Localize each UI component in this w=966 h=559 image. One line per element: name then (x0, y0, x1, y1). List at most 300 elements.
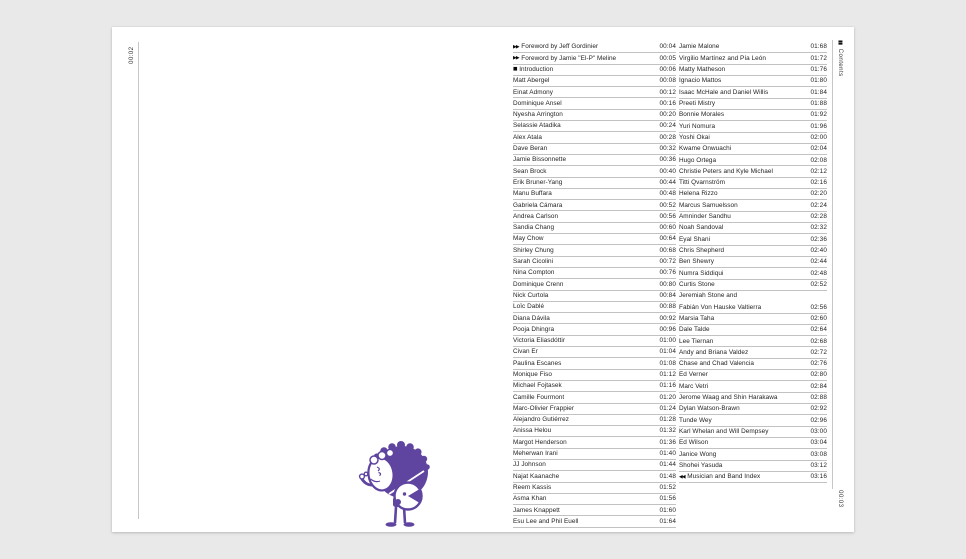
entry-name (513, 372, 552, 378)
toc-column-left (513, 42, 676, 528)
toc-entry (679, 427, 827, 438)
entry-time: 01:76 (810, 66, 827, 74)
entry-name-text: Dale Talde (679, 326, 710, 334)
toc-entry (513, 324, 676, 335)
toc-entry (679, 280, 827, 291)
toc-entry (513, 166, 676, 177)
entry-time: 00:48 (659, 190, 676, 198)
entry-name (679, 372, 708, 378)
entry-time: 00:44 (659, 178, 676, 186)
entry-time: 01:88 (810, 99, 827, 107)
entry-name (679, 406, 740, 412)
entry-time: 02:00 (810, 133, 827, 141)
entry-name (513, 428, 551, 434)
entry-name (513, 123, 561, 129)
entry-name-text: Matty Matheson (679, 66, 726, 74)
entry-name (513, 395, 564, 401)
entry-name (513, 338, 565, 344)
entry-name-text: Tunde Wey (679, 416, 712, 424)
entry-time: 02:68 (810, 337, 827, 345)
entry-name-text: Civan Er (513, 348, 538, 356)
entry-name (679, 282, 715, 288)
entry-name-text: Jerome Waag and Shin Harakawa (679, 394, 778, 402)
entry-name-text: Janice Wong (679, 450, 717, 458)
entry-time: 02:88 (810, 394, 827, 402)
entry-name (679, 418, 712, 424)
left-margin-rule (138, 42, 139, 519)
entry-name (513, 146, 547, 152)
entry-name (679, 146, 731, 152)
book-spread (112, 27, 854, 532)
left-folio-text: 00:02 (128, 46, 135, 64)
entry-name-text: Alejandro Gutiérrez (513, 416, 570, 424)
entry-name-text: Preeti Mistry (679, 99, 716, 107)
entry-time: 00:28 (659, 133, 676, 141)
toc-entry (679, 246, 827, 257)
toc-entry (513, 426, 676, 437)
entry-time: 00:92 (659, 314, 676, 322)
entry-name-text: Marc-Olivier Frappier (513, 404, 575, 412)
entry-name-text: Diana Dávila (513, 314, 550, 322)
entry-name (679, 237, 710, 243)
entry-time: 00:20 (659, 111, 676, 119)
entry-time: 01:36 (659, 438, 676, 446)
entry-name-text: Ben Shewry (679, 258, 714, 266)
entry-name (513, 304, 544, 310)
entry-name (679, 293, 737, 299)
toc-entry (679, 42, 827, 53)
toc-entry (513, 76, 676, 87)
entry-name-text: Isaac McHale and Daniel Willis (679, 88, 769, 96)
toc-entry (513, 268, 676, 279)
entry-name (513, 519, 578, 525)
entry-time: 00:64 (659, 235, 676, 243)
entry-time: 02:28 (810, 213, 827, 221)
entry-name (679, 180, 725, 186)
entry-time: 03:00 (810, 428, 827, 436)
entry-time: 02:16 (810, 179, 827, 187)
entry-name-text: Erik Bruner-Yang (513, 178, 563, 186)
entry-name-text: Curtis Stone (679, 280, 715, 288)
entry-name-text: Chris Shepherd (679, 247, 725, 255)
toc-entry (679, 393, 827, 404)
toc-entry (513, 245, 676, 256)
toc-entry (513, 200, 676, 211)
toc-entry (513, 211, 676, 222)
entry-name (513, 169, 547, 175)
entry-name-text: Ed Verner (679, 371, 708, 379)
toc-entry (679, 415, 827, 426)
toc-entry (679, 189, 827, 200)
entry-name (679, 361, 754, 367)
toc-entry (513, 494, 676, 505)
entry-name-text: Foreword by Jamie "El-P" Meline (521, 54, 617, 62)
entry-name-text: Chase and Chad Valencia (679, 360, 754, 368)
entry-time: 02:32 (810, 224, 827, 232)
entry-name-text: Anissa Helou (513, 427, 552, 435)
entry-name-text: Ignacio Mattos (679, 77, 722, 85)
entry-time: 00:12 (659, 88, 676, 96)
entry-time: 00:40 (659, 167, 676, 175)
entry-name (513, 67, 553, 73)
entry-time: 02:92 (810, 405, 827, 413)
entry-time: 03:12 (810, 461, 827, 469)
entry-name-text: Loïc Dablé (513, 303, 545, 311)
entry-time: 01:16 (659, 382, 676, 390)
entry-name-text: Reem Kassis (513, 483, 552, 491)
entry-name (513, 474, 559, 480)
entry-name-text: Noah Sandoval (679, 224, 724, 232)
entry-time: 00:60 (659, 224, 676, 232)
fast-forward-icon: ▶▶ (513, 44, 519, 50)
entry-name-text: Ed Wilson (679, 439, 709, 447)
entry-name-text: Pooja Dhingra (513, 325, 555, 333)
toc-entry (513, 87, 676, 98)
entry-name-text: Esu Lee and Phil Euell (513, 517, 579, 525)
entry-name-text: Nina Compton (513, 269, 555, 277)
toc-entry (513, 42, 676, 53)
entry-name-text: Matt Abergel (513, 77, 550, 85)
entry-name-text: Sandia Chang (513, 224, 555, 232)
entry-name-text: Monique Fiso (513, 371, 552, 378)
toc-entry (679, 291, 827, 302)
toc-entry (513, 223, 676, 234)
entry-name-text: Marc Vetri (679, 382, 709, 390)
entry-name (513, 56, 616, 62)
entry-time: 02:72 (810, 348, 827, 356)
toc-entry (679, 325, 827, 336)
toc-entry (679, 87, 827, 98)
entry-name (513, 225, 554, 231)
entry-time: 02:48 (810, 269, 827, 277)
entry-time: 01:68 (810, 43, 827, 51)
toc-entry (679, 121, 827, 132)
entry-name-text: Foreword by Jeff Gordinier (521, 43, 599, 51)
character-illustration (357, 435, 435, 530)
entry-name (513, 496, 547, 502)
contents-label-text: Contents (837, 48, 845, 77)
entry-name-text: Shirley Chung (513, 246, 554, 254)
entry-name (679, 124, 715, 130)
entry-name-text: Andy and Briana Valdez (679, 348, 749, 356)
toc-entry (513, 358, 676, 369)
rewind-icon: ◀◀ (679, 474, 685, 480)
toc-entry (513, 178, 676, 189)
entry-time: 00:06 (659, 65, 676, 73)
entry-time: 01:60 (659, 506, 676, 514)
entry-name (679, 440, 708, 446)
entry-name (679, 169, 773, 175)
entry-name-text: Yoshi Okai (679, 133, 710, 141)
toc-entry (679, 381, 827, 392)
entry-name (513, 180, 562, 186)
pause-icon: ▮▮ (837, 40, 844, 45)
toc-entry (513, 279, 676, 290)
entry-name (513, 440, 567, 446)
entry-name (679, 191, 718, 197)
toc-entry (679, 212, 827, 223)
entry-name (679, 474, 760, 480)
entry-name (513, 101, 562, 107)
entry-name-text: Nyesha Arrington (513, 111, 563, 119)
toc-entry (679, 144, 827, 155)
entry-name-text: Nick Curtola (513, 291, 549, 299)
entry-time: 02:64 (810, 326, 827, 334)
toc-entry (513, 516, 676, 527)
toc-entry (679, 314, 827, 325)
entry-name (679, 135, 710, 141)
entry-time: 02:52 (810, 280, 827, 288)
contents-label (837, 40, 843, 130)
entry-name-text: Amninder Sandhu (679, 213, 731, 221)
entry-time: 00:72 (659, 258, 676, 266)
toc-entry (679, 449, 827, 460)
toc-entry (513, 449, 676, 460)
entry-time: 00:88 (659, 303, 676, 311)
toc-entry (513, 370, 676, 381)
toc-entry (513, 155, 676, 166)
entry-time: 02:80 (810, 371, 827, 379)
entry-name (679, 158, 716, 164)
entry-time: 00:56 (659, 212, 676, 220)
entry-name (679, 463, 722, 469)
entry-name (513, 90, 553, 96)
entry-name (513, 316, 550, 322)
entry-time: 02:60 (810, 314, 827, 322)
toc-entry (513, 132, 676, 143)
entry-name-text: Dominique Ansel (513, 99, 562, 107)
entry-name-text: Shohei Yasuda (679, 461, 723, 469)
toc-entry (679, 76, 827, 87)
toc-entry (679, 472, 827, 483)
entry-time: 01:12 (659, 371, 676, 378)
entry-time: 00:84 (659, 291, 676, 299)
entry-name-text: Fabián Von Hauske Valtierra (679, 303, 762, 311)
toc-entry (679, 223, 827, 234)
toc-entry (513, 189, 676, 200)
entry-name (513, 451, 558, 457)
entry-time: 01:40 (659, 450, 676, 458)
entry-time: 01:56 (659, 495, 676, 503)
entry-name (679, 203, 738, 209)
entry-name-text: Virgilio Martínez and Pía León (679, 54, 766, 62)
entry-name-text: Asma Khan (513, 495, 547, 503)
toc-entry (513, 65, 676, 76)
entry-name (513, 259, 553, 265)
toc-entry (513, 347, 676, 358)
toc-entry (513, 313, 676, 324)
entry-name-text: Sarah Cicolini (513, 258, 554, 266)
stop-icon: ■ (513, 67, 517, 73)
entry-time: 01:84 (810, 88, 827, 96)
entry-name (679, 44, 719, 50)
entry-name (679, 78, 721, 84)
entry-time: 00:36 (659, 156, 676, 164)
toc-entry (513, 392, 676, 403)
entry-time: 00:80 (659, 280, 676, 288)
entry-time: 01:64 (659, 517, 676, 525)
toc-entry (513, 110, 676, 121)
entry-name (513, 135, 542, 141)
entry-time: 02:56 (810, 303, 827, 311)
entry-name-text: Victoria Eliasdóttir (513, 337, 566, 345)
toc-entry (513, 460, 676, 471)
entry-name-text: James Knappett (513, 506, 560, 514)
left-page-folio (129, 30, 135, 64)
entry-time: 01:32 (659, 427, 676, 435)
entry-name (513, 406, 574, 412)
entry-name (513, 270, 554, 276)
entry-name-text: Helena Rizzo (679, 190, 718, 198)
entry-name-text: Margot Henderson (513, 438, 567, 446)
entry-name (513, 417, 569, 423)
toc-entry (513, 505, 676, 516)
entry-time: 02:76 (810, 360, 827, 368)
toc-entry (679, 257, 827, 268)
entry-name-text: Paulina Escanes (513, 359, 562, 367)
entry-time: 01:80 (810, 77, 827, 85)
entry-name-text: Sean Brock (513, 167, 547, 175)
toc-entry (679, 155, 827, 166)
entry-time: 00:76 (659, 269, 676, 277)
entry-name-text: Najat Kaanache (513, 472, 560, 480)
entry-name (679, 452, 716, 458)
entry-name (513, 78, 549, 84)
entry-name (513, 44, 598, 50)
entry-time: 00:08 (659, 77, 676, 85)
entry-name-text: Bonnie Morales (679, 111, 725, 119)
entry-name (679, 214, 731, 220)
entry-name (679, 56, 766, 62)
entry-time: 00:04 (659, 43, 676, 51)
entry-time: 02:08 (810, 156, 827, 164)
toc-entry (679, 110, 827, 121)
entry-time: 02:96 (810, 416, 827, 424)
entry-name (679, 248, 724, 254)
entry-name (513, 485, 551, 491)
entry-name (679, 90, 768, 96)
entry-name-text: May Chow (513, 235, 544, 243)
entry-time: 03:16 (810, 473, 827, 481)
entry-name (513, 349, 538, 355)
entry-name (679, 384, 708, 390)
toc-entry (513, 121, 676, 132)
entry-time: 01:28 (659, 416, 676, 424)
entry-time: 00:24 (659, 122, 676, 130)
entry-time: 01:04 (659, 348, 676, 356)
entry-time: 01:92 (810, 111, 827, 119)
entry-name-text: Jamie Malone (679, 43, 720, 51)
entry-time: 02:44 (810, 258, 827, 266)
right-folio-text: 00:03 (837, 490, 845, 508)
entry-name-text: Yuri Nomura (679, 122, 716, 130)
toc-entry (679, 65, 827, 76)
entry-name-text: Introduction (519, 65, 554, 73)
entry-name (679, 305, 761, 311)
entry-name (513, 508, 560, 514)
entry-name-text: Jeremiah Stone and (679, 292, 738, 300)
toc-entry (679, 404, 827, 415)
entry-name-text: Hugo Ortega (679, 156, 717, 164)
entry-time: 00:96 (659, 325, 676, 333)
entry-name (679, 395, 778, 401)
entry-name (513, 293, 548, 299)
entry-name-text: Michael Fojtasek (513, 382, 562, 390)
toc-column-right (679, 42, 827, 483)
right-page-folio (837, 490, 843, 520)
entry-time: 03:08 (810, 450, 827, 458)
toc-entry (679, 166, 827, 177)
entry-time: 00:32 (659, 145, 676, 153)
entry-time: 01:72 (810, 54, 827, 62)
entry-time: 02:40 (810, 247, 827, 255)
purple-record-character-icon (357, 435, 435, 530)
toc-entry (513, 336, 676, 347)
toc-entry (513, 257, 676, 268)
entry-name (513, 203, 562, 209)
fast-forward-icon: ▶▶ (513, 56, 519, 62)
entry-name-text: Einat Admony (513, 88, 554, 96)
entry-name (513, 191, 552, 197)
entry-name (513, 361, 561, 367)
toc-entry (679, 200, 827, 211)
entry-time: 01:44 (659, 461, 676, 469)
entry-time: 01:52 (659, 483, 676, 491)
entry-name (513, 462, 546, 468)
entry-name (679, 101, 715, 107)
toc-entry (679, 370, 827, 381)
entry-name-text: Numra Siddiqui (679, 269, 724, 277)
entry-time: 01:24 (659, 404, 676, 412)
entry-time: 02:84 (810, 382, 827, 390)
entry-name-text: Lee Tiernan (679, 337, 714, 345)
entry-time: 01:96 (810, 122, 827, 130)
entry-time: 01:00 (659, 337, 676, 345)
toc-entry (679, 234, 827, 245)
entry-name (679, 350, 748, 356)
entry-name-text: Dave Beran (513, 145, 548, 153)
entry-time: 00:68 (659, 246, 676, 254)
toc-entry (679, 133, 827, 144)
entry-name (679, 67, 725, 73)
entry-time: 03:04 (810, 439, 827, 447)
entry-name (679, 327, 710, 333)
entry-name-text: Jamie Bissonnette (513, 156, 567, 164)
entry-name (513, 282, 563, 288)
toc-entry (679, 178, 827, 189)
entry-name (513, 327, 554, 333)
entry-time: 02:24 (810, 201, 827, 209)
entry-time: 00:05 (659, 54, 676, 62)
entry-time: 02:36 (810, 235, 827, 243)
toc-entry (513, 483, 676, 494)
toc-entry (513, 381, 676, 392)
entry-name-text: Eyal Shani (679, 235, 711, 243)
toc-entry (679, 302, 827, 313)
entry-name-text: Selassie Atadika (513, 122, 561, 130)
entry-name-text: Alex Atala (513, 133, 542, 141)
entry-name-text: Christie Peters and Kyle Michael (679, 167, 773, 175)
toc-entry (513, 437, 676, 448)
entry-name (679, 271, 723, 277)
entry-name (513, 383, 562, 389)
entry-name (513, 248, 554, 254)
entry-name (679, 339, 713, 345)
toc-entry (513, 404, 676, 415)
entry-time: 01:20 (659, 393, 676, 401)
right-margin-rule (832, 40, 833, 489)
entry-name-text: Dominique Crenn (513, 280, 564, 288)
